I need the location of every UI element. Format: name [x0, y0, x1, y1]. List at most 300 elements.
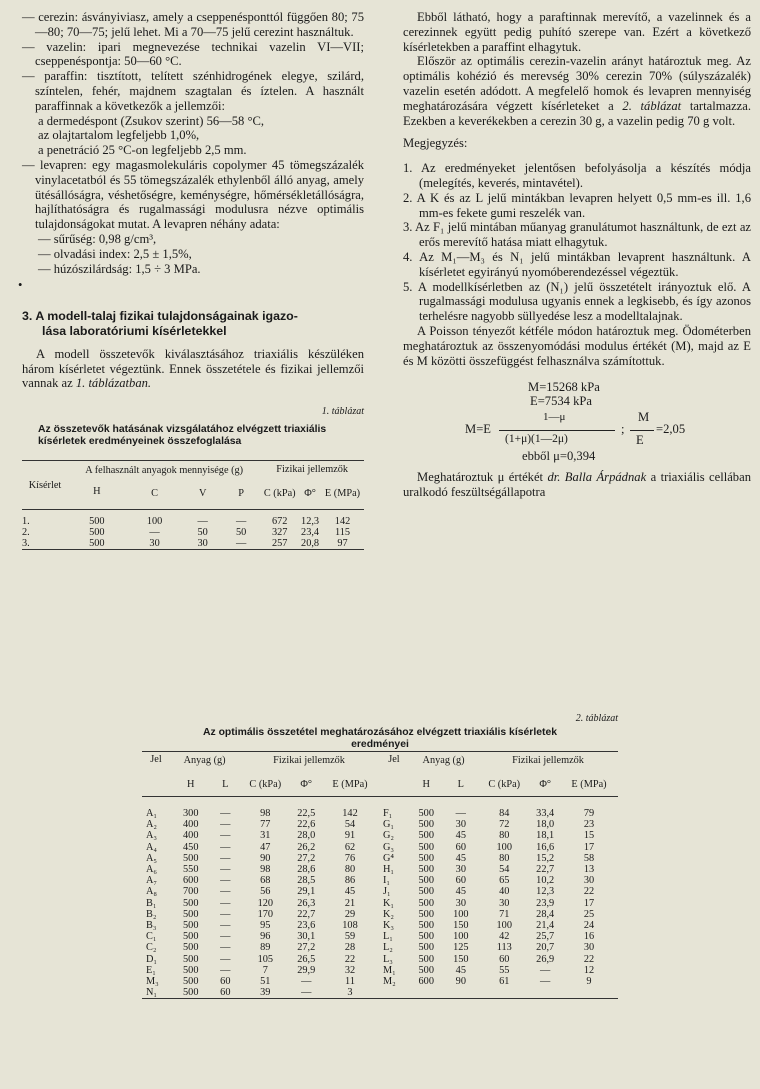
table2-cell: 27,2: [297, 942, 316, 954]
table2-cell: 500: [418, 841, 434, 853]
table2-row: [142, 987, 618, 999]
table2-cell: 23,9: [536, 897, 555, 909]
table2-cell: 600: [418, 975, 434, 987]
table2-cell: 30,1: [297, 931, 316, 943]
table1-cell: 500: [89, 527, 105, 539]
table2-subheader: C (kPa): [488, 779, 521, 790]
table2-cell: 45: [455, 964, 466, 976]
table2-cell: 500: [183, 942, 199, 954]
table1-subheader: Φ°: [304, 488, 316, 500]
table2-row: [142, 898, 618, 909]
bullet-dot: •: [18, 278, 23, 293]
table2-cell: 23: [583, 819, 595, 831]
table1-cell: —: [197, 515, 208, 527]
table2-cell: 500: [418, 875, 434, 887]
table2-cell: 30: [455, 863, 466, 875]
table1-cell: 257: [272, 538, 288, 550]
table2-cell: —: [540, 975, 551, 987]
table2: [142, 751, 618, 1000]
section-heading-line1: 3. A modell-talaj fizikai tulajdonságainak igazo-: [22, 309, 298, 324]
table2-cell: 150: [453, 919, 469, 931]
table1-cell: 23,4: [301, 527, 320, 539]
table2-cell: L₁: [382, 931, 393, 943]
person-name: dr. Balla Árpádnak: [547, 470, 647, 485]
table2-cell: 25,7: [536, 931, 555, 943]
table2-caption: 2. táblázat: [575, 713, 618, 724]
table2-cell: 500: [418, 919, 434, 931]
table2-cell: G⁴: [382, 852, 394, 864]
notes-heading: Megjegyzés:: [403, 136, 468, 151]
table2-cell: 33,4: [536, 807, 555, 819]
table1-row: [22, 527, 364, 538]
table2-cell: 12: [583, 964, 595, 976]
table2-cell: 45: [455, 886, 466, 898]
table2-title: eredményei: [351, 738, 409, 750]
table2-cell: 10,2: [536, 875, 555, 887]
levapren-item: — levapren: egy magasmolekuláris copolymer 45 tömegszázalék vinylacetatból és 55 tömegszázalék ethylenből álló anyag, amely ütésállóságra, véshetőségre, keménységre, hőmérsékletállóságra, hajlíthatóságra és rugalmassági modulusra nézve optimális tulajdonságokat mutat. A levapren néhány adata:: [22, 157, 364, 232]
table2-cell: 22,7: [536, 863, 555, 875]
table2-cell: —: [220, 897, 231, 909]
table2-cell: 21,4: [536, 919, 555, 931]
table2-cell: —: [220, 807, 231, 819]
table2-cell: 7: [262, 964, 268, 976]
table2-cell: 125: [453, 942, 469, 954]
table2-cell: 32: [344, 964, 356, 976]
table2-cell: 24: [583, 919, 595, 931]
table2-cell: [379, 987, 409, 999]
table2-cell: A₄: [146, 841, 158, 853]
table2-cell: 17: [583, 841, 595, 853]
table2-cell: K₁: [382, 897, 394, 909]
table2-cell: 31: [260, 830, 271, 842]
table2-row: [142, 830, 618, 841]
table-reference: 1. táblázatban.: [75, 376, 152, 391]
table2-cell: 84: [499, 807, 510, 819]
intro-text: A modell összetevők kiválasztásához triaxiális készüléken három kísérletet végeztünk. Ennek összetétele és fizikai jellemzői vannak az: [22, 346, 364, 391]
table2-cell: A₂: [146, 819, 158, 831]
table2-header-fiz: Fizikai jellemzők: [273, 754, 345, 766]
table2-cell: 300: [183, 807, 199, 819]
table2-cell: A₃: [146, 830, 158, 842]
table2-cell: 142: [342, 807, 358, 819]
table1-cell: 3.: [22, 538, 30, 550]
table2-cell: 21: [344, 897, 356, 909]
table2-subheader: H: [422, 779, 430, 790]
table2-cell: 30: [583, 875, 595, 887]
table2-cell: 170: [257, 908, 274, 920]
table2-cell: 15: [583, 830, 595, 842]
paragraph: A Poisson tényezőt kétféle módon határoztuk meg. Ödométerben meghatároztuk az összenyomódási modulus értékét (M), majd az E és M közötti összefüggést felhasználva számítottuk.: [403, 323, 751, 368]
formula-result: =2,05: [656, 422, 686, 437]
table2-cell: 400: [183, 819, 199, 831]
table2-cell: 500: [418, 807, 434, 819]
table2-cell: 105: [257, 953, 274, 965]
table2-cell: 54: [499, 863, 510, 875]
paraffin-prop: a penetráció 25 °C-on legfeljebb 2,5 mm.: [38, 143, 247, 158]
table1-row: [22, 516, 364, 527]
formula-m: M: [638, 410, 650, 425]
table2-cell: 500: [418, 964, 434, 976]
table2-cell: [478, 987, 530, 999]
table2-cell: F₁: [382, 807, 393, 819]
table2-cell: 26,9: [536, 953, 555, 965]
table2-cell: 80: [344, 863, 356, 875]
table2-cell: 95: [260, 919, 271, 931]
table1-title: Az összetevők hatásának vizsgálatához elvégzett triaxiális kísérletek eredményeinek összefoglalása: [38, 423, 327, 447]
table2-row: [142, 819, 618, 830]
table2-cell: B₁: [146, 897, 157, 909]
table2-row: [142, 864, 618, 875]
table2-cell: 28,4: [536, 908, 555, 920]
table1-cell: 2.: [22, 527, 30, 539]
table2-cell: 54: [344, 819, 356, 831]
table1-caption: 1. táblázat: [321, 406, 364, 418]
table1-cell: —: [235, 515, 247, 527]
table2-cell: 65: [499, 875, 510, 887]
table1: [22, 460, 364, 551]
table2-cell: 28,5: [297, 875, 316, 887]
table1-subheader: E (MPa): [324, 488, 361, 500]
table2-cell: 42: [499, 931, 510, 943]
table2-cell: E₁: [146, 964, 156, 976]
vazelin-item: — vazelin: ipari megnevezése technikai vazelin VI—VII; cseppenéspontja: 50—60 °C.: [22, 39, 364, 69]
table2-row: [142, 965, 618, 976]
table2-cell: 108: [342, 919, 358, 931]
table2-subheader: L: [222, 779, 229, 790]
table2-cell: 500: [183, 897, 199, 909]
table2-cell: A₇: [146, 875, 158, 887]
table2-row: [142, 942, 618, 953]
note-item: 3. Az F₁ jelű mintában műanyag granulátumot használtunk, de ezt az erős merevítő hatása miatt elhagytuk.: [403, 220, 751, 250]
table2-cell: 500: [418, 852, 434, 864]
table2-cell: 100: [496, 919, 512, 931]
table2-cell: N₁: [146, 987, 158, 999]
table2-cell: —: [220, 908, 231, 920]
table2-cell: —: [220, 919, 231, 931]
table1-subheader: C (kPa): [263, 488, 296, 500]
paraffin-prop: a dermedéspont (Zsukov szerint) 56—58 °C,: [38, 113, 265, 128]
table1-cell: 672: [272, 515, 288, 527]
table1-cell: 1.: [22, 515, 30, 527]
table2-cell: 68: [260, 875, 271, 887]
table2-cell: 500: [418, 819, 434, 831]
table2-cell: —: [220, 830, 231, 842]
table2-cell: C₁: [146, 931, 157, 943]
table2-cell: 45: [344, 886, 356, 898]
table2-cell: 98: [260, 807, 271, 819]
table1-cell: 30: [197, 538, 208, 550]
table1-cell: 30: [149, 538, 160, 550]
table1-subheader: C: [151, 488, 159, 500]
table2-cell: 26,2: [297, 841, 316, 853]
table2-cell: 600: [183, 875, 199, 887]
table2-row: [142, 808, 618, 819]
table2-cell: —: [220, 863, 231, 875]
note-item: 4. Az M₁—M₃ és N₁ jelű mintákban levaprent használtunk. A kísérletet egyirányú nyomóberendezéssel végeztük.: [403, 249, 751, 279]
table2-cell: 30: [455, 819, 466, 831]
table2-cell: [560, 987, 618, 999]
fraction-bar: [499, 430, 615, 431]
table2-cell: 60: [455, 841, 466, 853]
table2-cell: 450: [183, 841, 199, 853]
table2-cell: 28,0: [297, 830, 316, 842]
paragraph-text: Először az optimális cerezin-vazelin arányt határoztuk meg. Az optimális kohézió és merevség 30% cerezin 70% (súlyszázalék) vazelin esetén adódott. A megfelelő homok és levapren mennyiség meghatározására végzett kísérleteket a: [403, 54, 751, 113]
table2-cell: 13: [583, 863, 595, 875]
table2-cell: 47: [260, 841, 271, 853]
section-heading: [22, 309, 364, 339]
table2-cell: 89: [260, 942, 271, 954]
table2-subheader: Φ°: [300, 779, 313, 790]
table1-cell: 142: [334, 515, 351, 527]
table2-cell: 9: [586, 975, 592, 987]
table2-row: [142, 931, 618, 942]
table2-cell: 60: [455, 875, 466, 887]
table2-cell: 77: [260, 819, 271, 831]
table2-header-anyag: Anyag (g): [422, 754, 465, 766]
paragraph-text: a triaxiális cellában uralkodó feszültségállapotra: [403, 470, 751, 500]
table2-subheader: Φ°: [539, 779, 552, 790]
table2-cell: 76: [344, 852, 356, 864]
table1-cell: —: [235, 538, 247, 550]
table2-cell: —: [220, 841, 231, 853]
table2-cell: —: [220, 964, 231, 976]
table2-cell: 61: [499, 975, 510, 987]
table2-header-jel: Jel: [150, 753, 162, 765]
table2-cell: J₁: [382, 886, 391, 898]
table2-cell: —: [220, 875, 231, 887]
table2-cell: 29,1: [297, 886, 316, 898]
table2-cell: 29,9: [297, 964, 316, 976]
table2-cell: —: [455, 807, 466, 819]
table2-title: Az optimális összetétel meghatározásához elvégzett triaxiális kísérletek: [203, 726, 557, 738]
table2-cell: 22,7: [297, 908, 316, 920]
formula-m-value: M=15268 kPa: [528, 380, 600, 395]
table1-cell: —: [149, 527, 160, 539]
table2-cell: 20,7: [536, 942, 555, 954]
table2-cell: L₂: [382, 942, 393, 954]
table2-cell: 91: [344, 830, 356, 842]
table2-row: [142, 875, 618, 886]
table2-cell: 98: [260, 863, 271, 875]
table2-row: [142, 886, 618, 897]
table2-cell: M₂: [382, 975, 396, 987]
table2-cell: I₁: [382, 875, 390, 887]
formula-e-value: E=7534 kPa: [530, 394, 593, 409]
table1-cell: 100: [146, 515, 163, 527]
table1-cell: 115: [334, 527, 351, 539]
table2-cell: 28,6: [297, 863, 316, 875]
table2-row: [142, 842, 618, 853]
table2-cell: A₆: [146, 863, 158, 875]
table2-cell: —: [220, 819, 231, 831]
table1-cell: 50: [235, 527, 247, 539]
table2-cell: G₂: [382, 830, 394, 842]
table2-cell: 500: [183, 931, 199, 943]
table2-cell: —: [301, 987, 312, 999]
table2-cell: —: [220, 886, 231, 898]
table1-header-kiserlet: Kísérlet: [28, 479, 62, 491]
formula-denominator: (1+μ)(1—2μ): [505, 433, 568, 446]
table1-cell: 327: [272, 527, 288, 539]
table2-cell: 51: [260, 975, 271, 987]
table2-row: [142, 909, 618, 920]
table2-cell: 500: [418, 886, 434, 898]
levapren-prop: — olvadási index: 2,5 ± 1,5%,: [38, 246, 192, 261]
table1-subheader: H: [93, 486, 101, 498]
table2-cell: 25: [583, 908, 595, 920]
table2-cell: 60: [220, 987, 231, 999]
table2-cell: 55: [499, 964, 510, 976]
table2-cell: 100: [496, 841, 512, 853]
formula-block: [403, 380, 751, 480]
table2-cell: 15,2: [536, 852, 555, 864]
right-column: [403, 10, 751, 500]
table2-cell: 30: [583, 942, 595, 954]
table2-cell: A₁: [146, 807, 158, 819]
table2-subheader: C (kPa): [249, 779, 282, 790]
table2-cell: G₁: [382, 819, 394, 831]
table2-cell: 400: [183, 830, 199, 842]
table2-block: [142, 712, 618, 999]
table2-subheader: L: [457, 779, 464, 790]
table2-cell: 22,5: [297, 807, 316, 819]
table2-cell: C₂: [146, 942, 157, 954]
table2-cell: 11: [345, 975, 355, 987]
table2-cell: 26,3: [297, 897, 316, 909]
table2-cell: 120: [257, 897, 274, 909]
table2-cell: 59: [344, 931, 356, 943]
table2-cell: 500: [418, 908, 434, 920]
paragraph-text: tartalmazza. Ezekben a keverékekben a cerezin 30 g, a vazelin pedig 70 g volt.: [403, 98, 751, 128]
table2-cell: 71: [499, 908, 510, 920]
table2-row: [142, 976, 618, 987]
table2-cell: D₁: [146, 953, 158, 965]
table2-cell: 30: [499, 897, 510, 909]
table2-cell: 113: [496, 942, 512, 954]
table2-cell: 500: [183, 953, 199, 965]
table1-subheader: P: [238, 488, 244, 500]
note-item: 1. Az eredményeket jelentősen befolyásolja a készítés módja (melegítés, keverés, mintavétel).: [403, 161, 751, 190]
table1-cell: 500: [89, 538, 105, 550]
table2-cell: 90: [260, 852, 271, 864]
table2-header-anyag: Anyag (g): [183, 754, 226, 766]
table2-cell: 18,0: [536, 819, 555, 831]
table2-cell: 80: [499, 852, 510, 864]
table2-cell: 500: [183, 964, 199, 976]
table2-cell: —: [540, 964, 551, 976]
table2-cell: 12,3: [536, 886, 555, 898]
table2-cell: K₃: [382, 919, 394, 931]
table2-cell: 100: [453, 908, 469, 920]
table2-cell: B₂: [146, 908, 157, 920]
table2-cell: 18,1: [536, 830, 555, 842]
table1-cell: 12,3: [301, 515, 320, 527]
table2-cell: 96: [260, 931, 271, 943]
table2-cell: A₅: [146, 852, 158, 864]
table2-cell: 80: [499, 830, 510, 842]
table2-cell: 500: [183, 987, 199, 999]
table2-cell: 56: [260, 886, 271, 898]
table2-cell: 100: [453, 931, 469, 943]
table2-cell: 700: [183, 886, 199, 898]
table2-cell: 16,6: [536, 841, 555, 853]
table2-subheader: E (MPa): [332, 779, 368, 790]
table2-cell: 500: [418, 863, 434, 875]
table2-cell: [530, 987, 560, 999]
table2-header-fiz: Fizikai jellemzők: [512, 754, 584, 766]
table2-cell: 22: [583, 886, 595, 898]
table2-subheader: E (MPa): [571, 779, 607, 790]
table2-cell: 29: [344, 908, 356, 920]
table2-cell: —: [220, 931, 231, 943]
table2-cell: 28: [344, 942, 356, 954]
intro-paragraph: [22, 347, 364, 391]
table1-subheader: V: [198, 488, 207, 500]
table2-cell: 26,5: [297, 953, 316, 965]
table2-cell: K₂: [382, 908, 394, 920]
table2-cell: 500: [418, 953, 434, 965]
table2-cell: [444, 987, 479, 999]
table-reference: 2. táblázat: [622, 98, 682, 113]
table2-cell: L₃: [382, 953, 393, 965]
table2-cell: 3: [347, 987, 353, 999]
table2-cell: 22: [344, 953, 356, 965]
table2-cell: 40: [499, 886, 510, 898]
table2-cell: 23,6: [297, 919, 316, 931]
table2-cell: B₃: [146, 919, 157, 931]
table2-cell: 62: [344, 841, 356, 853]
table1-header-group2: Fizikai jellemzők: [276, 463, 349, 475]
table2-cell: 72: [499, 819, 510, 831]
table2-cell: 550: [183, 863, 199, 875]
table2-cell: M₁: [382, 964, 396, 976]
table2-cell: 500: [418, 931, 434, 943]
table2-cell: G₃: [382, 841, 394, 853]
table2-cell: —: [301, 975, 312, 987]
note-item: 2. A K és az L jelű mintákban levapren helyett 0,5 mm-es ill. 1,6 mm-es fekete gumi reszelék van.: [403, 190, 751, 220]
formula-semicolon: ;: [621, 422, 625, 437]
table2-cell: 79: [583, 807, 595, 819]
table2-cell: M₃: [146, 975, 159, 987]
table2-cell: 22: [583, 953, 595, 965]
table2-cell: 22,6: [297, 819, 316, 831]
table1-cell: 20,8: [301, 538, 320, 550]
section-heading-line2: lása laboratóriumi kísérletekkel: [42, 323, 227, 338]
paraffin-item: — paraffin: tisztított, telített szénhidrogének elegye, szilárd, színtelen, fehér, majdnem szagtalan és íztelen. A használt paraffinnak a következők a jellemzői:: [22, 69, 364, 113]
table2-cell: —: [220, 942, 231, 954]
note-item: 5. A modellkísérletben az (N₁) jelű összetételt irányoztuk elő. A rugalmassági modulusa ugyanis ennek a legkisebb, és így azonos terhelésre nagyobb süllyedése lesz a modelltalajnak.: [403, 279, 751, 324]
formula-lhs: M=E: [465, 422, 491, 437]
table1-row: [22, 538, 364, 550]
table2-subheader: H: [187, 779, 195, 790]
table2-cell: 30: [455, 897, 466, 909]
table2-cell: 500: [418, 942, 434, 954]
table2-cell: —: [220, 852, 231, 864]
table2-cell: —: [220, 953, 231, 965]
paragraph-text: Meghatároztuk μ értékét: [417, 470, 548, 485]
table2-row: [142, 920, 618, 931]
table2-cell: 500: [183, 919, 199, 931]
table2-cell: 16: [583, 931, 595, 943]
fraction-bar: [630, 430, 654, 431]
table1-cell: 50: [197, 527, 208, 539]
formula-e: E: [636, 433, 644, 448]
table2-cell: 39: [260, 987, 271, 999]
table2-cell: 86: [344, 875, 356, 887]
paragraph: [403, 54, 751, 128]
table2-cell: 500: [418, 897, 434, 909]
levapren-prop: — sűrűség: 0,98 g/cm³,: [38, 231, 157, 246]
